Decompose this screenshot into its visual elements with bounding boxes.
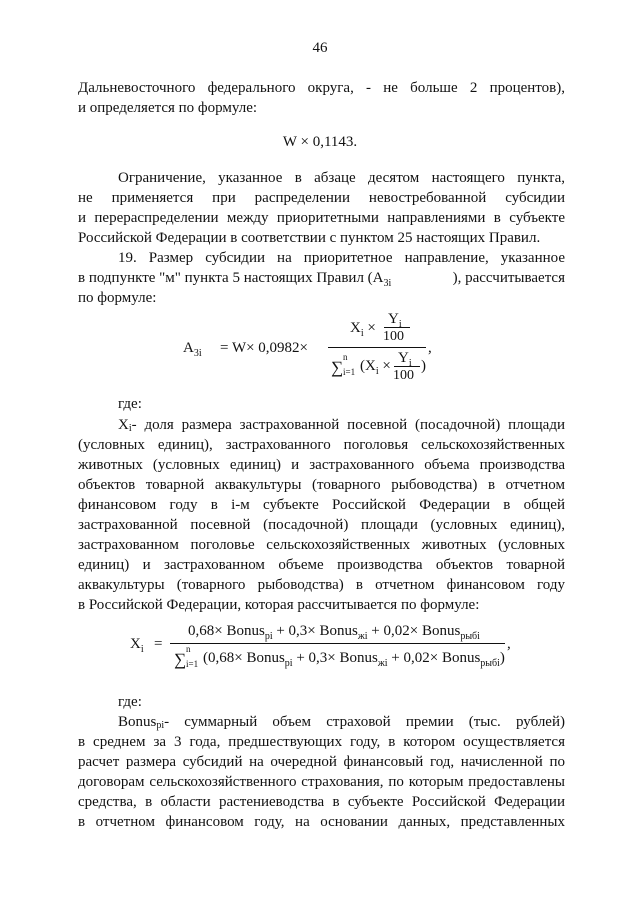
formula-w: W × 0,1143. (282, 134, 358, 150)
para3-line2-sub: 3i (383, 278, 392, 289)
formula-a-comma: , (428, 340, 432, 356)
formula-a-den-close: ) (421, 358, 426, 374)
para5-line4: договорам сельскохозяйственного страхования, по которым предоставлены (78, 774, 565, 790)
para4-line7: застрахованном поголовье сельскохозяйственных животных (условных (78, 537, 565, 553)
formula-x-sum-top: n (186, 644, 191, 654)
formula-a-num-y: $Y_i$ (388, 311, 402, 330)
formula-x-numerator: 0,68× Bonus$_{pi}$ + 0,3× Bonus$_{жi}$ + 0,02× Bonus$_{рыбi}$ (188, 623, 480, 642)
para4-line4: объектов товарной аквакультуры (товарного рыбоводства) в отчетном (78, 477, 565, 493)
formula-x-denominator: (0,68× Bonus$_{pi}$ + 0,3× Bonus$_{жi}$ + 0,02× Bonus$_{рыбi}$) (203, 650, 505, 669)
formula-a-den-hundred: 100 (393, 368, 414, 383)
para5-line2: в среднем за 3 года, предшествующих году, в котором осуществляется (78, 734, 565, 750)
para4-line9: аквакультуры (товарного рыбоводства) в отчетном финансовом году (78, 577, 565, 593)
para4-line8: единиц) и застрахованном объеме производства объектов товарной (78, 557, 565, 573)
para4-line1: X i - доля размера застрахованной посевной (посадочной) площади (118, 417, 565, 434)
para4-line2: (условных единиц), застрахованного поголовья сельскохозяйственных (78, 437, 565, 453)
para3-line2 (78, 268, 565, 288)
para2-line3: и перераспределении между приоритетными направлениями в субъекте (78, 210, 565, 226)
formula-a-main-rule (328, 347, 426, 348)
para3-line2-tail: ), рассчитывается (452, 270, 565, 286)
formula-a-den: ($X_i$ × (360, 358, 391, 377)
formula-x-comma: , (507, 636, 511, 652)
para4-line10: в Российской Федерации, которая рассчитывается по формуле: (78, 597, 480, 613)
para3-line2-text: в подпункте "м" пункта 5 настоящих Правил (A (78, 270, 384, 286)
formula-a-num-hundred: 100 (383, 329, 404, 344)
formula-a-eq: = W× 0,0982× (220, 340, 309, 356)
para2-line1: Ограничение, указанное в абзаце десятом настоящего пункта, (118, 170, 565, 186)
para2-line4: Российской Федерации в соответствии с пунктом 25 настоящих Правил. (78, 230, 541, 246)
formula-x-main-rule (170, 643, 505, 644)
formula-x-sum: ∑ (174, 650, 187, 669)
where-label-1: где: (118, 396, 142, 412)
formula-a-den-small-rule (394, 366, 420, 367)
page-number: 46 (312, 40, 328, 56)
para5-line6: в отчетном финансовом году, на основании данных, представленных (78, 814, 565, 830)
para5-line3: расчет размера субсидий на очередной финансовый год, начисленной по (78, 754, 565, 770)
para5-line5: средства, в области растениеводства в субъекте Российской Федерации (78, 794, 565, 810)
para1-line2: и определяется по формуле: (78, 100, 258, 116)
formula-a-num-small-rule (384, 327, 410, 328)
formula-a-lhs: $A_{3i}$ (183, 340, 202, 359)
para4-line3: животных (условных единиц) и застрахованного объема производства (78, 457, 565, 473)
para3-line3: по формуле: (78, 290, 157, 306)
formula-x-sum-bot: i=1 (186, 659, 199, 669)
para2-line2: не применяется при распределении невостребованной субсидии (78, 190, 565, 206)
formula-x-eq: = (154, 636, 163, 652)
formula-a-sum: ∑ (331, 358, 344, 377)
formula-x-lhs: $X_i$ (130, 636, 144, 655)
para1-line1: Дальневосточного федерального округа, - не больше 2 процентов), (78, 80, 565, 96)
where-label-2: где: (118, 694, 142, 710)
formula-a-sum-bot: i=1 (343, 367, 356, 377)
para4-line6: застрахованной посевной (посадочной) площади (условных единиц), (78, 517, 565, 533)
formula-a-den-y: $Y_i$ (398, 350, 412, 369)
formula-a-sum-top: n (343, 352, 348, 362)
para3-line1: 19. Размер субсидии на приоритетное направление, указанное (118, 250, 565, 266)
formula-a-num: $X_i$ × (350, 320, 376, 339)
para4-line5: финансовом году в i-м субъекте Российской Федерации в общей (78, 497, 565, 513)
para5-line1: Bonus pi - суммарный объем страховой премии (тыс. рублей) (118, 714, 565, 731)
